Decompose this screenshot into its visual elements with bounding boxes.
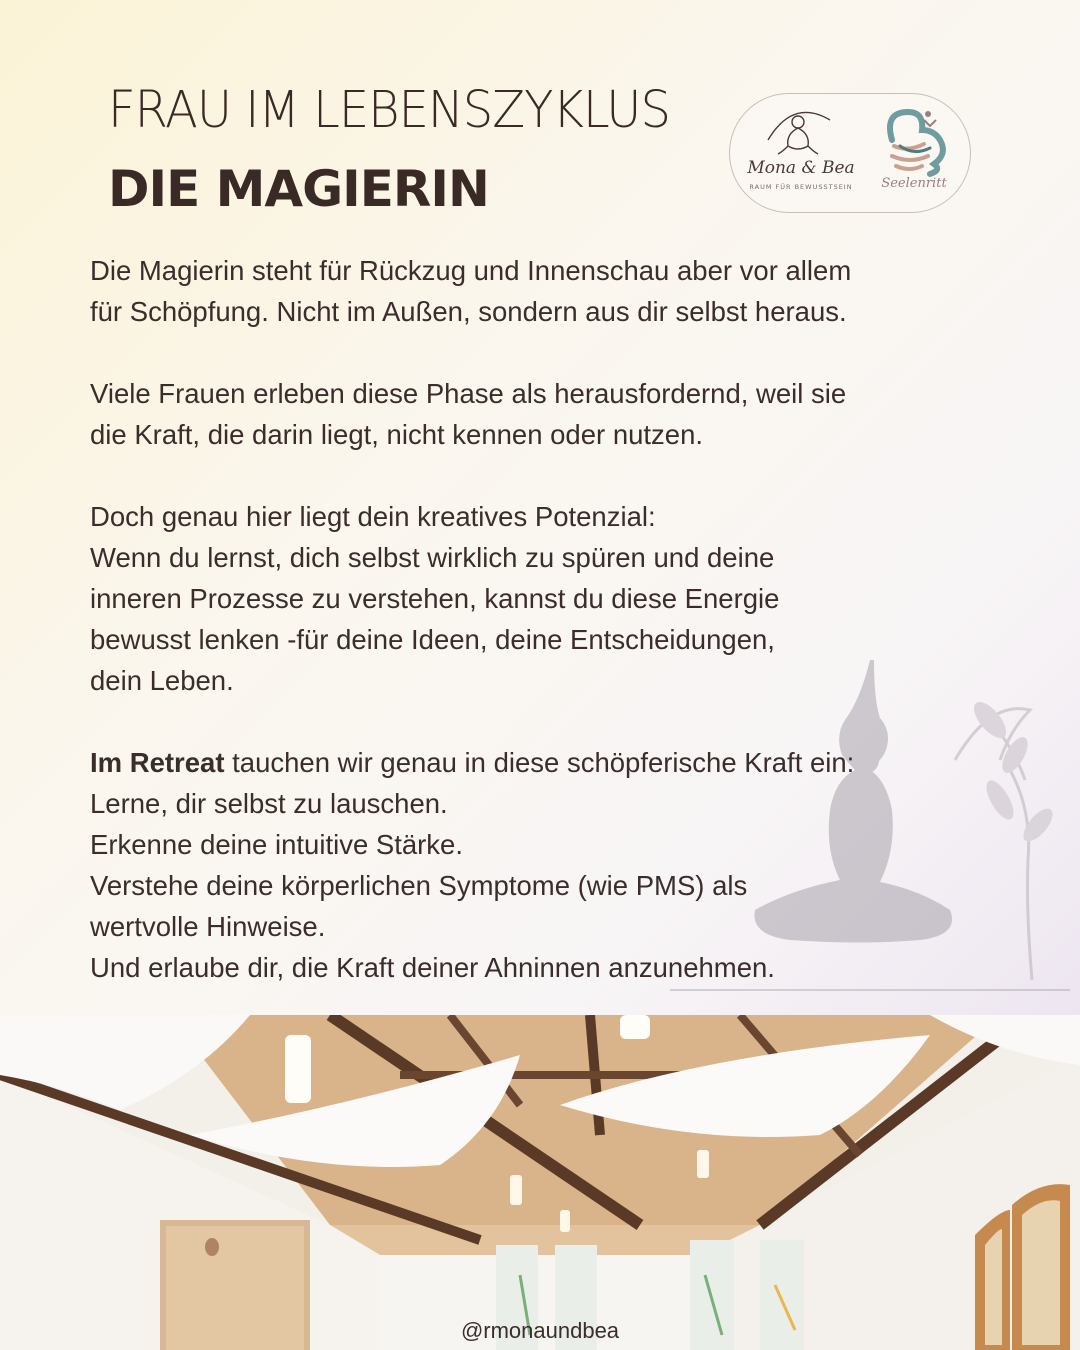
paragraph-line: Die Magierin steht für Rückzug und Innenschau aber vor allem <box>90 255 852 286</box>
title-line-1: FRAU IM LEBENSZYKLUS <box>108 80 670 140</box>
retreat-room-photo <box>0 1015 1080 1350</box>
paragraph-line: inneren Prozesse zu verstehen, kannst du diese Energie <box>90 583 780 614</box>
paragraph-line: dein Leben. <box>90 665 234 696</box>
seelenritt-logo-text: Seelenritt <box>881 176 947 191</box>
paragraph-line: bewusst lenken -für deine Ideen, deine Entscheidungen, <box>90 624 775 655</box>
retreat-bold: Im Retreat <box>90 747 225 778</box>
paragraph-line: Und erlaube dir, die Kraft deiner Ahninnen anzunehmen. <box>90 952 775 983</box>
mona-bea-tagline: RAUM FÜR BEWUSSTSEIN <box>749 183 853 191</box>
paragraph-line: wertvolle Hinweise. <box>90 911 326 942</box>
paragraph-line: Viele Frauen erleben diese Phase als herausfordernd, weil sie <box>90 378 847 409</box>
paragraph-line: die Kraft, die darin liegt, nicht kennen oder nutzen. <box>90 419 704 450</box>
mona-bea-logo-text: Mona & Bea <box>747 158 855 178</box>
paragraph-line: Erkenne deine intuitive Stärke. <box>90 829 463 860</box>
paragraph-line: Doch genau hier liegt dein kreatives Potenzial: <box>90 501 656 532</box>
body-text <box>90 250 1010 988</box>
retreat-rest: tauchen wir genau in diese schöpferische Kraft ein: <box>224 747 855 778</box>
paragraph-line: Lerne, dir selbst zu lauschen. <box>90 788 448 819</box>
paragraph-line: Verstehe deine körperlichen Symptome (wie PMS) als <box>90 870 748 901</box>
retreat-line <box>90 742 1010 783</box>
title-line-2: DIE MAGIERIN <box>108 160 489 218</box>
paragraph-line: für Schöpfung. Nicht im Außen, sondern aus dir selbst heraus. <box>90 296 847 327</box>
instagram-handle: @rmonaundbea <box>460 1318 620 1343</box>
paragraph-line: Wenn du lernst, dich selbst wirklich zu spüren und deine <box>90 542 775 573</box>
